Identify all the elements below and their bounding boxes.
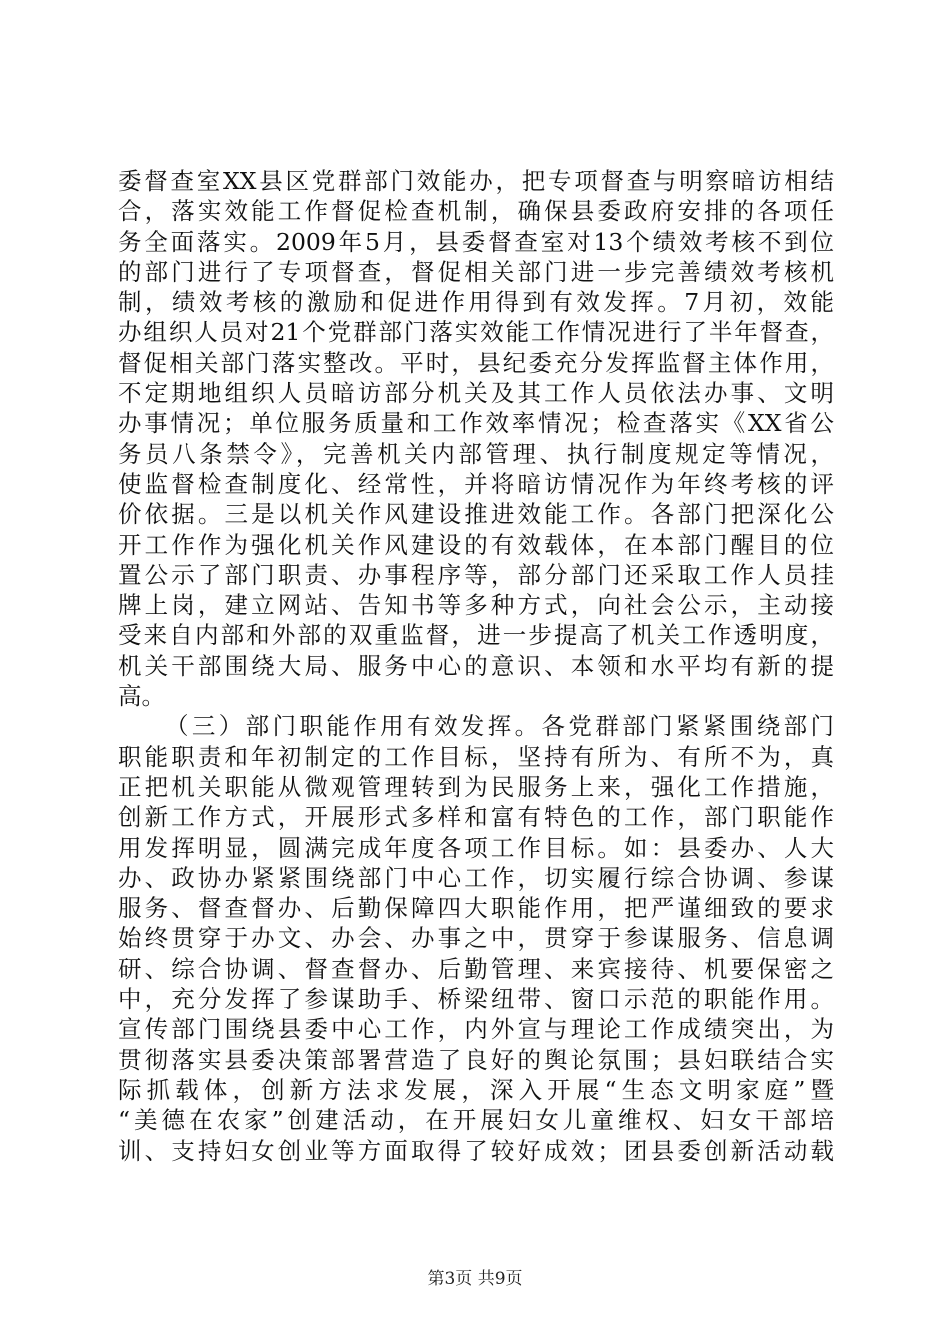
text-line: 务全面落实。2009年5月，县委督查室对13个绩效考核不到位 bbox=[118, 227, 834, 256]
text-line: 职能职责和年初制定的工作目标，坚持有所为、有所不为，真 bbox=[118, 742, 834, 771]
text-line: 创新工作方式，开展形式多样和富有特色的工作，部门职能作 bbox=[118, 803, 834, 832]
text-line: 办、政协办紧紧围绕部门中心工作，切实履行综合协调、参谋 bbox=[118, 863, 834, 892]
paragraph-end-line: 高。 bbox=[118, 682, 165, 711]
text-line: 正把机关职能从微观管理转到为民服务上来，强化工作措施， bbox=[118, 772, 834, 801]
section-heading-line: （三）部门职能作用有效发挥。各党群部门紧紧围绕部门 bbox=[165, 712, 834, 741]
text-line: 用发挥明显，圆满完成年度各项工作目标。如：县委办、人大 bbox=[118, 833, 834, 862]
text-line: 务员八条禁令》，完善机关内部管理、执行制度规定等情况， bbox=[118, 439, 834, 468]
text-line: 受来自内部和外部的双重监督，进一步提高了机关工作透明度， bbox=[118, 621, 834, 650]
text-line: 宣传部门围绕县委中心工作，内外宣与理论工作成绩突出，为 bbox=[118, 1015, 834, 1044]
text-line: 始终贯穿于办文、办会、办事之中，贯穿于参谋服务、信息调 bbox=[118, 924, 834, 953]
text-line: 牌上岗，建立网站、告知书等多种方式，向社会公示，主动接 bbox=[118, 591, 834, 620]
text-line: “美德在农家”创建活动，在开展妇女儿童维权、妇女干部培 bbox=[118, 1106, 834, 1135]
text-line: 办事情况；单位服务质量和工作效率情况；检查落实《XX省公 bbox=[118, 409, 834, 438]
text-line: 价依据。三是以机关作风建设推进效能工作。各部门把深化公 bbox=[118, 500, 834, 529]
document-body bbox=[118, 166, 834, 1166]
text-line: 研、综合协调、督查督办、后勤管理、来宾接待、机要保密之 bbox=[118, 954, 834, 983]
text-line: 中，充分发挥了参谋助手、桥梁纽带、窗口示范的职能作用。 bbox=[118, 985, 834, 1014]
text-line: 服务、督查督办、后勤保障四大职能作用，把严谨细致的要求 bbox=[118, 894, 834, 923]
text-line: 制，绩效考核的激励和促进作用得到有效发挥。7月初，效能 bbox=[118, 288, 834, 317]
text-line: 机关干部围绕大局、服务中心的意识、本领和水平均有新的提 bbox=[118, 651, 834, 680]
text-line: 合，落实效能工作督促检查机制，确保县委政府安排的各项任 bbox=[118, 197, 834, 226]
text-line: 贯彻落实县委决策部署营造了良好的舆论氛围；县妇联结合实 bbox=[118, 1045, 834, 1074]
text-line: 不定期地组织人员暗访部分机关及其工作人员依法办事、文明 bbox=[118, 379, 834, 408]
text-line: 开工作作为强化机关作风建设的有效载体，在本部门醒目的位 bbox=[118, 530, 834, 559]
text-line: 置公示了部门职责、办事程序等，部分部门还采取工作人员挂 bbox=[118, 560, 834, 589]
text-line: 的部门进行了专项督查，督促相关部门进一步完善绩效考核机 bbox=[118, 257, 834, 286]
text-line: 办组织人员对21个党群部门落实效能工作情况进行了半年督查， bbox=[118, 318, 834, 347]
text-line: 督促相关部门落实整改。平时，县纪委充分发挥监督主体作用， bbox=[118, 348, 834, 377]
page-footer: 第3页 共9页 bbox=[427, 1269, 523, 1289]
text-line: 使监督检查制度化、经常性，并将暗访情况作为年终考核的评 bbox=[118, 469, 834, 498]
text-line: 委督查室XX县区党群部门效能办，把专项督查与明察暗访相结 bbox=[118, 167, 834, 195]
text-line: 训、支持妇女创业等方面取得了较好成效；团县委创新活动载 bbox=[118, 1136, 834, 1165]
text-line: 际抓载体，创新方法求发展，深入开展“生态文明家庭”暨 bbox=[118, 1075, 834, 1104]
